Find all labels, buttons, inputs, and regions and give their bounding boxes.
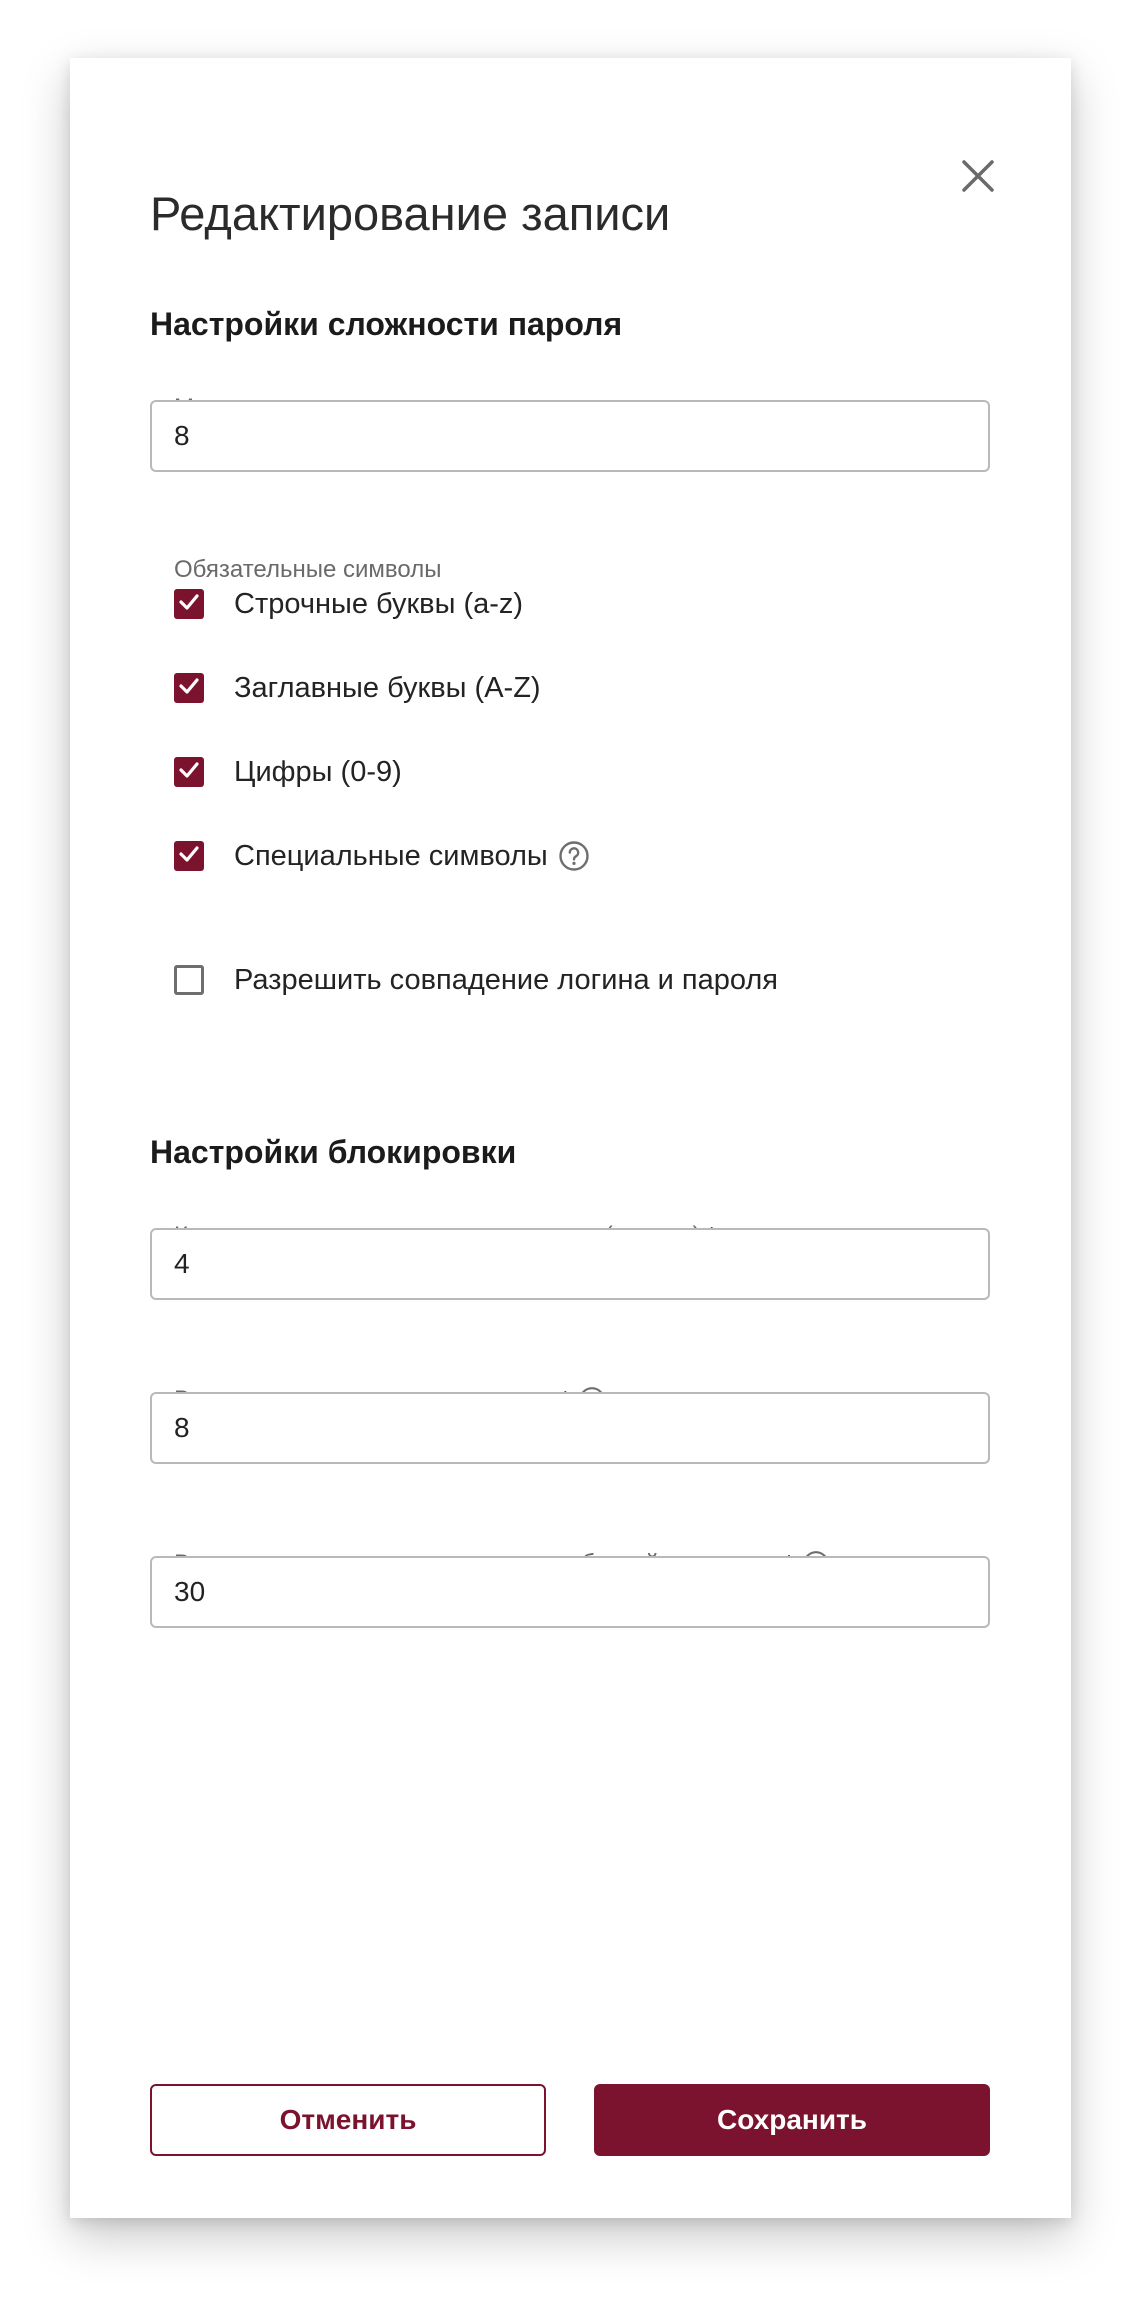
checkbox-label: Разрешить совпадение логина и пароля	[234, 964, 778, 996]
checkmark-icon	[178, 591, 200, 618]
checkbox-box[interactable]	[174, 757, 204, 787]
close-icon	[961, 159, 995, 198]
checkbox-box[interactable]	[174, 673, 204, 703]
auto-logout-input[interactable]	[150, 1392, 990, 1464]
checkmark-icon	[178, 759, 200, 786]
cancel-button[interactable]: Отменить	[150, 2084, 546, 2156]
checkbox-special[interactable]	[174, 834, 590, 878]
checkbox-label: Строчные буквы (a-z)	[234, 588, 524, 620]
min-length-input[interactable]	[150, 400, 990, 472]
checkbox-allow-login-match[interactable]	[174, 958, 778, 1002]
close-button[interactable]	[940, 140, 1016, 216]
required-chars-label-text: Обязательные символы	[174, 556, 442, 583]
checkbox-label: Цифры (0-9)	[234, 756, 402, 788]
checkbox-box[interactable]	[174, 589, 204, 619]
edit-record-dialog	[70, 58, 1071, 2218]
idle-logout-input[interactable]	[150, 1556, 990, 1628]
failed-attempts-input[interactable]	[150, 1228, 990, 1300]
save-button[interactable]: Сохранить	[594, 2084, 990, 2156]
checkbox-label: Специальные символы	[234, 840, 548, 872]
checkbox-label: Заглавные буквы (A-Z)	[234, 672, 541, 704]
checkmark-icon	[178, 675, 200, 702]
password-section-title: Настройки сложности пароля	[150, 306, 623, 342]
dialog-title: Редактирование записи	[150, 187, 671, 240]
checkbox-lowercase[interactable]	[174, 582, 523, 626]
checkbox-digits[interactable]	[174, 750, 402, 794]
checkbox-box[interactable]	[174, 965, 204, 995]
help-circle-icon[interactable]	[558, 840, 590, 872]
checkbox-box[interactable]	[174, 841, 204, 871]
lock-section-title: Настройки блокировки	[150, 1134, 517, 1170]
checkmark-icon	[178, 843, 200, 870]
checkbox-uppercase[interactable]	[174, 666, 541, 710]
